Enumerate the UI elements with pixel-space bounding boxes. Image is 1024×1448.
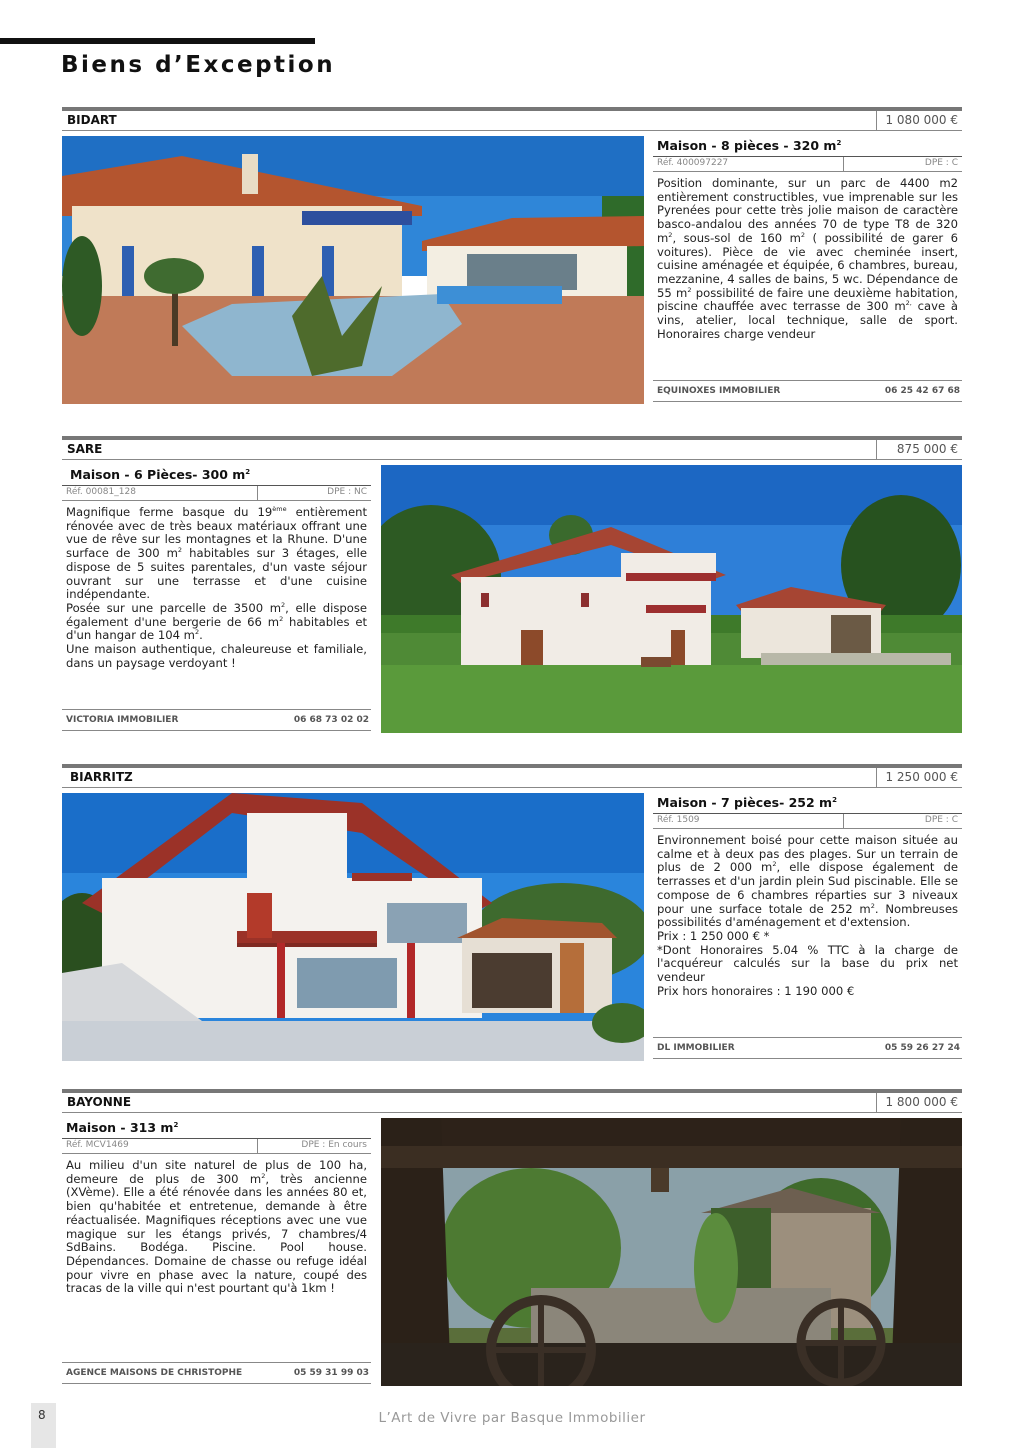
city-label: SARE bbox=[67, 442, 103, 456]
city-label: BAYONNE bbox=[67, 1095, 132, 1109]
listing-header bbox=[62, 764, 962, 788]
listing-info bbox=[62, 465, 371, 733]
dpe-rating: DPE : NC bbox=[327, 487, 367, 497]
listing-bayonne bbox=[62, 1089, 962, 1386]
reference-row bbox=[653, 157, 962, 172]
agency-footer bbox=[62, 709, 371, 731]
property-title: Maison - 8 pièces - 320 $m^2$ bbox=[653, 136, 962, 157]
property-photo bbox=[381, 465, 962, 733]
property-title: Maison - 7 pièces- 252 $m^2$ bbox=[653, 793, 962, 814]
price-label: 1 080 000 € bbox=[876, 111, 962, 130]
agency-footer bbox=[653, 1037, 962, 1059]
reference-number: Réf. 400097227 bbox=[657, 158, 729, 168]
city-label: BIARRITZ bbox=[70, 770, 133, 784]
listing-bidart bbox=[62, 107, 962, 404]
dpe-rating: DPE : C bbox=[924, 815, 958, 825]
listing-header bbox=[62, 436, 962, 460]
agency-name: EQUINOXES IMMOBILIER bbox=[657, 386, 781, 396]
agency-footer bbox=[653, 380, 962, 402]
property-photo bbox=[381, 1118, 962, 1386]
city-label: BIDART bbox=[67, 113, 117, 127]
price-label: 875 000 € bbox=[876, 440, 962, 459]
agency-phone: 05 59 31 99 03 bbox=[293, 1368, 369, 1378]
listing-info bbox=[62, 1118, 371, 1386]
reference-row bbox=[62, 1139, 371, 1154]
listing-info bbox=[653, 136, 962, 404]
reference-row bbox=[653, 814, 962, 829]
property-title: Maison - 6 Pièces- 300 $m^2$ bbox=[62, 465, 371, 486]
agency-footer bbox=[62, 1362, 371, 1384]
listing-biarritz bbox=[62, 764, 962, 1061]
listing-header bbox=[62, 107, 962, 131]
listing-header bbox=[62, 1089, 962, 1113]
agency-name: DL IMMOBILIER bbox=[657, 1043, 735, 1053]
property-title: Maison - 313 $m^2$ bbox=[62, 1118, 371, 1139]
footer-tagline: L’Art de Vivre par Basque Immobilier bbox=[378, 1410, 646, 1426]
agency-phone: 06 25 42 67 68 bbox=[884, 386, 960, 396]
property-description: Au milieu d'un site naturel de plus de 100 ha, demeure de plus de 300 $m^2$, très ancienne (XVème). Elle a été rénovée dans les années 80 et, bien qu'habitée et entretenue, demande à être réactualisée. Magnifiques réceptions avec une vue magique sur les étangs privés, 7 chambres/4 SdBains. Bodéga. Piscine. Pool house. Dépendances. Domaine de chasse ou refuge idéal pour vivre en phase avec la nature, coupé des tracas de la ville qui n'est pourtant qu'à 1km ! bbox=[66, 1158, 368, 1296]
agency-phone: 05 59 26 27 24 bbox=[884, 1043, 960, 1053]
agency-name: VICTORIA IMMOBILIER bbox=[66, 715, 179, 725]
agency-phone: 06 68 73 02 02 bbox=[293, 715, 369, 725]
page-title: Biens d’Exception bbox=[61, 52, 336, 78]
property-description: Environnement boisé pour cette maison située au calme et à deux pas des plages. Sur un terrain de plus de 2 000 $m^2$, elle dispose également de terrasses et d'un jardin plein Sud piscinable. Elle se compose de 6 chambres réparties sur 3 niveaux pour une surface totale de 252 $m^2$. Nombreuses possibilités d'aménagement et d'extension. Prix : 1 250 000 € * *Dont Honoraires 5.04 % TTC à la charge de l'acquéreur calculés sur la base du prix net vendeur Prix hors honoraires : 1 190 000 € bbox=[657, 833, 958, 998]
reference-number: Réf. MCV1469 bbox=[66, 1140, 129, 1150]
agency-name: AGENCE MAISONS DE CHRISTOPHE bbox=[66, 1368, 243, 1378]
price-label: 1 800 000 € bbox=[876, 1093, 962, 1112]
header-accent-bar bbox=[0, 38, 315, 44]
dpe-rating: DPE : C bbox=[924, 158, 958, 168]
reference-number: Réf. 1509 bbox=[657, 815, 700, 825]
price-label: 1 250 000 € bbox=[876, 768, 962, 787]
listing-sare bbox=[62, 436, 962, 733]
reference-number: Réf. 00081_128 bbox=[66, 487, 136, 497]
reference-row bbox=[62, 486, 371, 501]
property-description: Magnifique ferme basque du 19ème entièrement rénovée avec de très beaux matériaux offrant une vue de rêve sur les montagnes et la Rhune. D'une surface de 300 $m^2$ habitables sur 3 étages, elle dispose de 5 suites parentales, d'un vaste séjour ouvrant sur une terrasse et d'une cuisine indépendante. Posée sur une parcelle de 3500 $m^2$, elle dispose également d'une bergerie de 66 $m^2$ habitables et d'un hangar de 104 $m^2$. Une maison authentique, chaleureuse et familiale, dans un paysage verdoyant ! bbox=[66, 505, 368, 670]
property-photo bbox=[62, 793, 644, 1061]
property-description: Position dominante, sur un parc de 4400 m2 entièrement constructibles, vue imprenable sur les Pyrenées pour cette très jolie maison de caractère basco-andalou des années 70 de type T8 de 320 $m^2$, sous-sol de 160 $m^2$ ( possibilité de garer 6 voitures). Pièce de vie avec cheminée insert, cuisine aménagée et équipée, 6 chambres, bureau, mezzanine, 4 salles de bains, 5 wc. Dépendance de 55 $m^2$ possibilité de faire une deuxième habitation, piscine chauffée avec terrasse de 300 $m^{2,}$ cave à vins, atelier, local technique, salle de sport. Honoraires charge vendeur bbox=[657, 176, 959, 341]
listing-info bbox=[653, 793, 962, 1061]
page-number: 8 bbox=[38, 1408, 46, 1422]
property-photo bbox=[62, 136, 644, 404]
dpe-rating: DPE : En cours bbox=[301, 1140, 367, 1150]
